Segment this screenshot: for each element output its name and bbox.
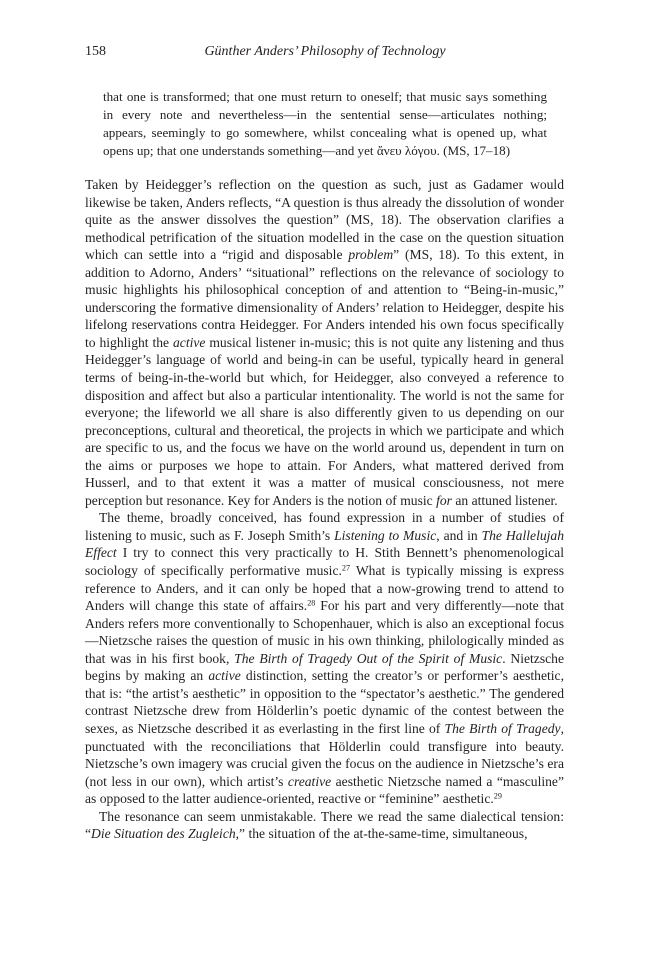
text-run: I try to connect this very practically to H. Stith Bennett’s phenomenological sociology of specifically performative music.	[85, 545, 564, 579]
text-run: ,” the situation of the at-the-same-time, simultaneous,	[235, 826, 528, 842]
body-paragraph	[85, 176, 564, 509]
footnote-marker: 27	[341, 563, 351, 573]
text-run: The theme, broadly conceived, has found expression in a number of studies of listening to music, such as F. Joseph Smith’s	[85, 510, 564, 543]
body-paragraph	[85, 808, 564, 843]
text-run: For his part and very differently—note that Anders refers more conventionally to Schopenhauer, which is also an exceptional focus—Nietzsche raises the question of music in his own thinking, philologically minded as that was in his first book,	[85, 598, 564, 666]
text-run: Taken by Heidegger’s reflection on the question as such, just as Gadamer would likewise be taken, Anders reflects, “A question is thus already the dissolution of wonder quite as the answer dissolves the question” (MS, 18). The observation clarifies a methodical petrification of the situation modelled in the case on the question situation which can settle into a “rigid and disposable	[85, 177, 564, 263]
text-run: . Nietzsche begins by making an	[85, 650, 564, 684]
italic-text: creative	[287, 773, 332, 789]
text-run: ” (MS, 18). To this extent, in addition to Adorno, Anders’ “situational” reflections on the relevance of sociology to music highlights his philosophical conception of and attention to “Being-in-music,” underscoring the formative dimensionality of Anders’ relation to Heidegger, despite his lifelong reservations contra Heidegger. For Anders intended his own focus specifically to highlight the	[85, 247, 565, 350]
text-run: , and in	[436, 527, 482, 543]
body-paragraph	[85, 509, 564, 807]
footnote-marker: 29	[493, 791, 502, 801]
italic-text: for	[436, 492, 452, 508]
page-header	[85, 44, 565, 64]
text-run: musical listener in-music; this is not quite any listening and thus Heidegger’s language of world and being-in can be useful, typically heard in general terms of being-in-the-world but which, for Heidegger, also conveyed a reference to disposition and affect but also a particular intentionality. The world is not the same for everyone; the lifeworld we all share is also differently given to us depending on our preconceptions, cultural and theoretical, the projects in which we participate and which are specific to us, and the focus we have on the world around us, dependent in turn on the aims or purposes we hope to attain. For Anders, what mattered derived from Husserl, and to that extent it was a matter of musical consciousness, not mere perception but resonance. Key for Anders is the notion of music	[85, 334, 564, 508]
block-quote	[103, 88, 547, 160]
text-run: What is typically missing is express reference to Anders, and it can only be hoped that a now-growing trend to attend to Anders will change this state of affairs.	[85, 563, 565, 614]
italic-text: The Birth of Tragedy Out of the Spirit of Music	[234, 650, 503, 666]
running-head: Günther Anders’ Philosophy of Technology	[204, 44, 446, 59]
italic-text: problem	[348, 247, 394, 263]
block-quote-text: that one is transformed; that one must return to oneself; that music says something in every note and nevertheless—in the sentential sense—articulates nothing; appears, seemingly to go somewhere, whilst concealing what is opened up, what opens up; that one understands something—and yet ἄνευ λόγου. (MS, 17–18)	[103, 89, 547, 158]
italic-text: active	[208, 668, 241, 684]
text-run: , punctuated with the reconciliations that Hölderlin could transfigure into beauty. Nietzsche’s own imagery was crucial given the focus on the audience in Nietzsche’s era (not less in our own), which artist’s	[85, 720, 564, 789]
italic-text: Listening to Music	[334, 527, 437, 543]
text-run: The resonance can seem unmistakable. There we read the same dialectical tension: “	[85, 808, 564, 842]
page-number: 158	[85, 44, 106, 59]
italic-text: active	[172, 334, 206, 350]
footnote-marker: 28	[307, 598, 316, 608]
italic-text: The Birth of Tragedy	[444, 720, 561, 736]
text-run: distinction, setting the creator’s or performer’s aesthetic, that is: “the artist’s aesthetic” in opposition to the “spectator’s aesthetic.” The gendered contrast Nietzsche drew from Hölderlin’s poetic dynamic of the contest between the sexes, as Nietzsche described it as everlasting in the first line of	[85, 668, 564, 736]
text-run: aesthetic Nietzsche named a “masculine” as opposed to the latter audience-oriented, reactive or “feminine” aesthetic.	[85, 773, 564, 807]
text-run: an attuned listener.	[451, 492, 558, 508]
italic-text: The Hallelujah Effect	[85, 527, 565, 561]
body-text	[85, 176, 564, 843]
italic-text: Die Situation des Zugleich	[91, 826, 236, 842]
